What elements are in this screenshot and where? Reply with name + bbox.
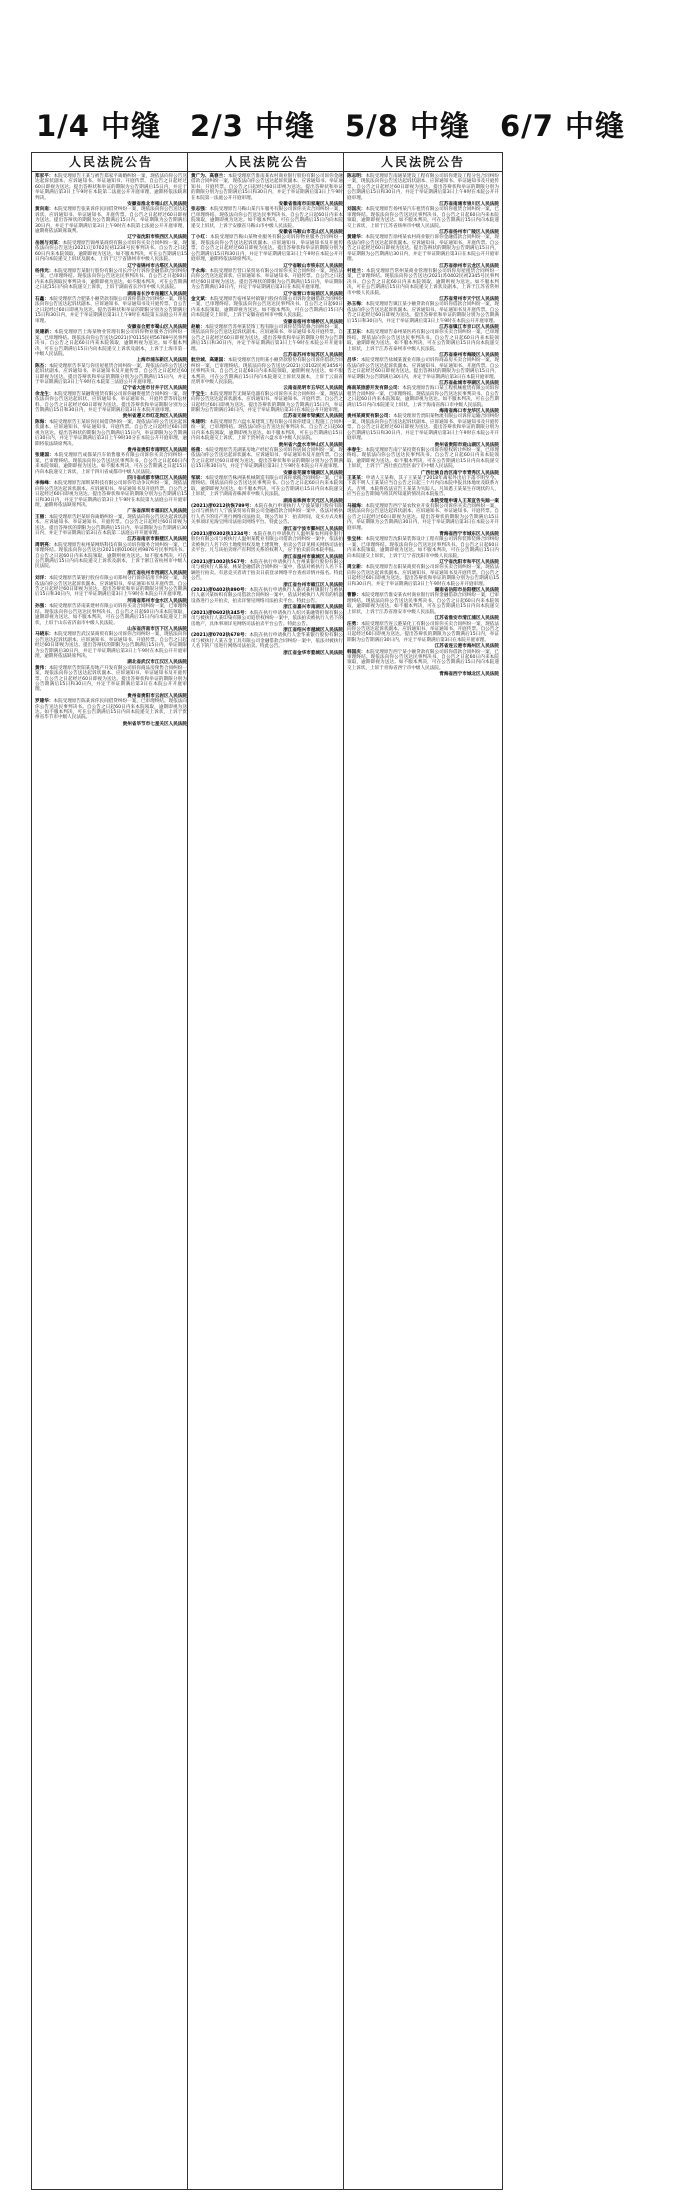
notice-entry <box>191 611 343 627</box>
party-name: 韩国庆： <box>347 649 366 655</box>
court-signature: 贵州省遵义市红花岗区人民法院 <box>122 414 187 420</box>
notice-text: 本院受理原告贵阳某物流有限公司诉你运输合同纠纷一案，现依法向你公告送达起诉状副本、应诉通知书、举证通知书及开庭传票。自公告之日起经过60日即视为送达。提出答辩状和举证的期限分别为公告期满后15日和30日内，并定于举证期满后第3日上午9时在本院公开开庭审理。 <box>347 414 499 442</box>
party-name: 杨伟光： <box>35 268 54 274</box>
court-signature: 四川省成都市锦江区人民法院 <box>127 475 187 481</box>
court-signature: 贵州省六盘水市钟山区人民法院 <box>278 442 343 448</box>
party-name: 王卫东： <box>347 330 366 336</box>
party-name: 周明亮： <box>35 542 54 548</box>
notice-entry <box>35 453 187 475</box>
notice-entry <box>35 297 187 324</box>
court-signature: 安徽省合肥市蜀山区人民法院 <box>127 324 187 330</box>
notice-entry <box>347 650 499 672</box>
notice-entry <box>191 297 343 319</box>
notice-text: 本院受理原告无锡某电器有限公司诉你买卖合同纠纷一案，现依法向你公告送达起诉状副本、应诉通知书、举证通知书、开庭传票。自公告之日起经过60日即视为送达。提出答辩状的期限为公告期满后15日内，举证期限为公告期满后30日内，并定于举证期满后第3日在本院公开开庭审理。 <box>191 391 343 414</box>
party-name: 张宝林： <box>347 537 366 543</box>
notice-entry <box>347 330 499 352</box>
party-name: 孙强： <box>35 604 49 610</box>
notice-entry <box>191 448 343 470</box>
notice-text: 本院受理原告陈某诉你民间借贷纠纷一案，已审理终结。现依法向你公告送达民事判决书。自公告之日起60日内来本院领取，逾期即视为送达。如不服本判决，可在公告期满后15日内向本院递交上诉状，上诉于贵州省毕节市中级人民法院。 <box>35 699 187 721</box>
notice-text: 本院受理原告苏州某装饰工程有限公司诉你装饰装修合同纠纷一案，现依法向你公告送达起诉状副本、应诉通知书、举证通知书及开庭传票。自公告之日起经过60日即视为送达。提出答辩状和举证的期限分别为公告期满后15日和30日内，并定于举证期满后第3日上午9时在本院公开开庭审理。 <box>191 324 343 352</box>
notice-entry <box>191 588 343 604</box>
party-name: 张建国： <box>35 453 55 459</box>
court-signature: 江苏省徐州市云龙区人民法院 <box>439 263 499 269</box>
notice-text: 本院在执行申请执行人台州某银行股份有限公司与被执行人陈某、林某金融借款合同纠纷一案中，依法对被执行人名下车辆进行拍卖。有意竞买者请于拍卖日前登录网络平台查看详情并报名。特此公告。 <box>191 560 343 582</box>
notice-text: 本院受理原告宿州某村镇银行股份有限公司诉你金融借款合同纠纷一案，已审理终结。现依法向你公告送达民事判决书。自公告之日起60日内来本院领取，逾期即视为送达。如不服本判决，可在公告期满后15日内向本院递交上诉状，上诉于安徽省宿州市中级人民法院。 <box>191 296 343 319</box>
court-signature: 湖南省长沙市岳麓区人民法院 <box>127 291 187 297</box>
court-signature: 贵州省贵阳市观山湖区人民法院 <box>434 442 499 448</box>
notice-entry <box>35 666 187 693</box>
party-name: 张志强： <box>191 207 210 213</box>
notice-entry <box>347 414 499 441</box>
court-signature: 安徽省淮北市相山区人民法院 <box>127 202 187 208</box>
court-signature: 安徽省宿州市埇桥区人民法院 <box>283 319 343 325</box>
party-name: 黄向南： <box>35 207 54 213</box>
party-name: 石鑫： <box>35 296 49 302</box>
notice-entry <box>191 235 343 262</box>
party-name: 曹静： <box>347 593 361 599</box>
notice-column-3 <box>343 152 503 2190</box>
notice-entry <box>191 560 343 582</box>
notice-entry <box>35 207 187 234</box>
party-name: 陈杰： <box>35 363 49 369</box>
court-signature: 湖南省岳阳市岳阳楼区人民法院 <box>434 588 499 594</box>
notice-entry <box>347 358 499 380</box>
party-name: 孙玉梅： <box>347 302 366 308</box>
notice-text: 本院在执行申请执行人绍兴某融资担保有限公司与被执行人某印染有限公司追偿权纠纷一案中，依法拍卖被执行人名下的房地产，具体事项详见网络司法拍卖平台公告。特此公告。 <box>191 610 343 627</box>
notice-text: 本院受理原告贵阳某房地产开发有限公司诉你商品房预售合同纠纷一案，现依法向你公告送达起诉状副本、应诉通知书、举证通知书及开庭传票。自公告之日起经过60日即视为送达。提出答辩状和举证的期限分别为公告期满后15日和30日内，并定于举证期满后第3日在本院公开开庭审理。 <box>35 665 187 693</box>
party-name: 李海峰： <box>35 481 54 487</box>
notice-entry <box>347 207 499 229</box>
court-signature: 辽宁省沈阳市铁西区人民法院 <box>127 235 187 241</box>
notice-text: 本院受理原告赵某诉你离婚纠纷一案，现依法向你公告送达起诉状副本、应诉通知书、举证通知书、开庭传票。自公告之日起经过60日即视为送达。提出答辩状的期限为公告期满后15日内，举证期限为公告期满后30日内，并定于举证期满后第3日在本院第二法庭公开开庭审理。 <box>35 514 187 536</box>
notice-entry <box>35 174 187 201</box>
party-name: 余龙生： <box>35 391 54 397</box>
notice-entry <box>35 269 187 291</box>
court-signature: 江苏省连云港市海州区人民法院 <box>434 644 499 650</box>
party-name: (2021)浙0302执1234号： <box>191 532 253 537</box>
notice-entry <box>191 325 343 352</box>
notice-text: 本院受理原告鞍山某物业服务有限公司诉你物业服务合同纠纷一案，现依法向你公告送达起诉状副本、应诉通知书、举证通知书及开庭传票。自公告之日起经过60日即视为送达。提出答辩状和举证的期限分别为公告期满后15日和30日内，并定于举证期满后第3日上午9时在本院公开开庭审理，逾期将依法缺席判决。 <box>191 235 343 263</box>
notice-text: 本院受理原告某银行股份有限公司长沙分行诉你金融借款合同纠纷一案，已审理终结。现依法向你公告送达民事判决书。自公告之日起60日内来本院领取民事判决书，逾期即视为送达。如不服本判决，可在公告期满之日起15日内向本院递交上诉状，上诉于湖南省长沙市中级人民法院。 <box>35 268 187 291</box>
notice-text: 本院受理原告南宁某投资有限公司诉你股权转让纠纷一案，已审理终结。现依法向你公告送达民事判决书。自公告之日起60日内来本院领取，逾期即视为送达。如不服本判决，可在公告期满后15日内向本院递交上诉状，上诉于广西壮族自治区南宁市中级人民法院。 <box>347 447 499 470</box>
court-signature: 广西壮族自治区南宁市青秀区人民法院 <box>420 470 499 476</box>
notice-text: 本院受理原告淮南某农村商业银行股份有限公司诉你金融借款合同纠纷一案，现依法向你公告送达起诉状副本、应诉通知书、举证通知书、开庭传票。自公告之日起经过60日即视为送达。提出答辩状和举证的期限分别为公告期满后15日和30日内，并定于举证期满后第3日上午9时在本院第一法庭公开开庭审理。 <box>191 174 343 201</box>
party-name: 陈志明： <box>347 174 366 179</box>
notice-entry <box>191 633 343 649</box>
notice-text: 本院受理原告王某诉你民间借贷纠纷一案，现依法向你公告送达起诉状副本、应诉通知书、举证通知书、开庭传票。自公告之日起经过60日即视为送达。提出答辩状的期限为公告期满后15日内，举证期限为公告期满后30日内，并定于举证期满后第3日上午9时30分在本院公开开庭审理，逾期将依法缺席判决。 <box>35 419 187 447</box>
party-name: 李春生： <box>347 447 366 453</box>
notice-text: 本院受理原告岳阳某商贸有限公司诉你买卖合同纠纷一案，现依法向你公告送达起诉状副本、应诉通知书、举证通知书及开庭传票。自公告之日起经过60日即视为送达。提出答辩状和举证的期限分别为公告期满后15日和30日内，并定于举证期满后第3日上午9时在本院公开开庭审理。 <box>347 565 499 587</box>
notice-text: 本院在执行申请执行人温州某农村商业银行股份有限公司与被执行人温州某鞋业有限公司借款合同纠纷一案中，依法拍卖被执行人名下的土地使用权及地上建筑物，拍卖公告详见相关网络司法拍卖平台。凡与该拍卖财产有利害关系的权利人，应于拍卖前向本院申报。 <box>191 532 343 554</box>
notice-text: 本院受理原告某融资租赁有限公司诉你融资租赁合同纠纷一案，现依法向你公告送达起诉状、应诉通知书、举证通知书、开庭传票等诉讼材料。自公告之日起经过60日即视为送达。提出答辩状和举证期限分别为公告期满后15日和30日内，并定于举证期满后第3日在本院开庭审理。 <box>35 391 187 414</box>
notice-text: 本院受理原告济南某建材有限公司诉你买卖合同纠纷一案，已审理终结。现依法向你公告送达民事判决书。自公告之日起60日内来本院领取，逾期即视为送达。如不服本判决，可在公告期满后15日内向本院递交上诉状，上诉于山东省济南市中级人民法院。 <box>35 604 187 626</box>
court-signature: 青海省西宁市城东区人民法院 <box>439 532 499 537</box>
notice-entry <box>347 302 499 324</box>
notice-entry <box>347 622 499 644</box>
notice-text: 本院在执行申请执行人嘉兴某村镇银行与被执行人嘉兴某纺织有限公司借款合同纠纷一案中，依法对被执行人所有的机器设备进行公开拍卖，拍卖详情见网络司法拍卖平台。特此公告。 <box>191 588 343 604</box>
notice-entry <box>35 420 187 447</box>
notice-text: 本院受理原告六盘水某建筑工程有限公司诉你建设工程施工合同纠纷一案，已审理终结。现依法向你公告送达民事判决书。自公告之日起60日内来本院领取，逾期即视为送达。如不服本判决，可在公告期满后15日内向本院递交上诉状，上诉于贵州省六盘水市中级人民法院。 <box>191 419 343 442</box>
court-signature: 安徽省马鞍山市花山区人民法院 <box>278 230 343 236</box>
party-name: 刘国庆： <box>347 207 366 213</box>
court-signature: 安徽省淮南市田家庵区人民法院 <box>278 202 343 208</box>
court-signature: 浙江省杭州市西湖区人民法院 <box>127 570 187 576</box>
party-name: 黄建华： <box>347 235 366 241</box>
notice-entry <box>35 515 187 537</box>
notice-entry <box>347 448 499 470</box>
notice-text: 本院受理原告芜湖某房地产经纪有限公司诉你居间合同纠纷一案，现依法向你公告送达起诉状副本、应诉通知书、举证通知书及开庭传票。自公告之日起经过60日即视为送达。提出答辩状和举证的期限分别为公告期满后15日和30日内，并定于举证期满后第3日上午9时在本院公开开庭审理。 <box>191 447 343 470</box>
notice-text: 本院受理原告王某与被告郑家平离婚纠纷一案，现依法向你公告送达起诉状副本、应诉通知书、举证通知书、开庭传票。自公告之日起经过60日即视为送达。提出答辩状和举证的期限为公告期满后15日内，并定于举证期满后第3日上午9时在本院第二法庭公开开庭审理，逾期将依法缺席判决。 <box>35 174 187 201</box>
notice-text: 本院受理原告扬州某汽车租赁有限公司诉你租赁合同纠纷一案，已审理终结。现依法向你公告送达民事判决书。自公告之日起60日内来本院领取，逾期即视为送达。如不服本判决，可在公告期满后15日内向本院递交上诉状，上诉于江苏省扬州市中级人民法院。 <box>347 207 499 229</box>
notice-text: 本院受理原告武汉某商贸有限公司诉你合同纠纷一案，现依法向你公告送达起诉状副本、应诉通知书、举证通知书、开庭传票。自公告之日起经过60日即视为送达。提出答辩状的期限为公告期满后15日内，举证期限为公告期满后30日内，并定于举证期满后第3日上午9时在本院公开开庭审理，逾期将依法缺席判决。 <box>35 632 187 659</box>
court-signature: 上海市浦东新区人民法院 <box>136 358 187 364</box>
court-signature: 浙江省嘉兴市南湖区人民法院 <box>283 605 343 611</box>
party-name: 金文斌： <box>191 296 210 302</box>
notice-text: 本院受理原告张某诉你民间借贷纠纷一案，现依法向你公告送达起诉状、应诉通知书、举证通知书、开庭传票。自公告之日起经过60日即视为送达。提出答辩状的期限为公告期满后15日内，举证期限为公告期满后30日内，并定于举证期满后第3日上午9时在本院第七法庭公开开庭审理，逾期将依法缺席裁判。 <box>35 207 187 235</box>
party-name: 朱建明： <box>191 419 210 425</box>
notice-text: 本院受理原告海口某工程机械租赁有限公司诉你租赁合同纠纷一案，已审理终结。现依法向你公告送达民事判决书。自公告之日起60日内来本院领取，逾期即视为送达。如不服本判决，可在公告期满后15日内向本院递交上诉状，上诉于海南省海口市中级人民法院。 <box>347 386 499 408</box>
court-signature: 湖南省株洲市天元区人民法院 <box>283 498 343 504</box>
notice-text: 本院受理原告镇江某小额贷款有限公司诉你借款合同纠纷一案，现依法向你公告送达起诉状副本、应诉通知书、举证通知书及开庭传票。自公告之日起经过60日即视为送达。提出答辩状和举证的期限分别为公告期满后15日和30日内，并定于举证期满后第3日上午9时在本院公开开庭审理。 <box>347 302 499 324</box>
tab-2-3[interactable]: 2/3 中缝 <box>190 109 316 143</box>
notice-entry <box>347 565 499 587</box>
court-signature: 青海省西宁市城北区人民法院 <box>439 672 499 678</box>
notice-text: 本院受理原告马鞍山某汽车服务有限公司诉你买卖合同纠纷一案，已审理终结。现依法向你公告送达民事判决书。自公告之日起60日内来本院领取，逾期即视为送达。如不服本判决，可在公告期满后15日内向本院递交上诉状，上诉于安徽省马鞍山市中级人民法院。 <box>191 207 343 229</box>
page-header <box>0 0 688 145</box>
party-name: 汪勇： <box>347 621 361 627</box>
notice-text: 本院受理原告深圳某科技有限公司诉你劳动争议纠纷一案，现依法向你公告送达起诉状副本、应诉通知书、举证通知书及开庭传票。自公告之日起经过60日即视为送达。提出答辩状和举证的期限分别为公告期满后15日和30日内，并定于举证期满后第3日上午9时在本院第九法庭公开开庭审理，逾期将依法缺席判决。 <box>35 481 187 508</box>
notice-entry <box>347 593 499 615</box>
notice-text: 本院受理原告泰州某医药有限公司诉你买卖合同纠纷一案，已审理终结。现依法向你公告送达民事判决书。自公告之日起60日内来本院领取，逾期即视为送达。如不服本判决，可在公告期满后15日内向本院递交上诉状，上诉于江苏省泰州市中级人民法院。 <box>347 330 499 352</box>
party-name: 黄伟： <box>35 665 49 671</box>
tab-5-8[interactable]: 5/8 中缝 <box>345 109 471 143</box>
notice-text: 本院受理原告某银行股份有限公司郑州分行诉你信用卡纠纷一案，现依法向你公告送达起诉状副本、应诉通知书、举证通知书及开庭传票。自公告之日起经过60日即视为送达。提出答辩状和举证的期限分别为公告期满后15日和30日内，并定于举证期满后第3日上午9时在本院公开开庭审理。 <box>35 576 187 598</box>
notice-entry <box>347 476 499 498</box>
party-name: (2021)浙0702执678号： <box>191 633 250 639</box>
notice-entry <box>35 543 187 570</box>
party-name: 吕华： <box>347 358 361 364</box>
notice-entry <box>191 392 343 414</box>
court-signature: 辽宁省沈阳市和平区人民法院 <box>439 560 499 566</box>
court-signature: 辽宁省大连市甘井子区人民法院 <box>122 386 187 392</box>
tab-1-4[interactable]: 1/4 中缝 <box>36 109 162 143</box>
party-name: 丁小红： <box>191 235 211 241</box>
party-name: 杨燕： <box>191 447 205 453</box>
notice-entry <box>191 476 343 498</box>
party-name: 岳刚与刘某： <box>35 240 63 246</box>
party-name: 黄广为、高春兰： <box>191 174 228 179</box>
notice-entry <box>35 241 187 263</box>
court-signature: 云南省昆明市五华区人民法院 <box>283 386 343 392</box>
notice-entry <box>347 537 499 559</box>
party-name: 于宝生： <box>191 391 210 397</box>
notice-list <box>344 172 502 2190</box>
notice-entry <box>35 392 187 414</box>
notice-entry <box>35 632 187 659</box>
notice-text: 本院受理原告西宁某小额贷款有限公司诉你借款合同纠纷一案，已审理终结。现依法向你公告送达民事判决书。自公告之日起60日内来本院领取，逾期即视为送达。如不服本判决，可在公告期满后15日内向本院递交上诉状，上诉于青海省西宁市中级人民法院。 <box>347 649 499 671</box>
party-name: 邹斌： <box>191 475 205 481</box>
court-signature: 江苏省泰州市海陵区人民法院 <box>439 353 499 358</box>
notice-text: 本院受理原告锦州某商贸有限公司诉你买卖合同纠纷一案，现依法向你公告送达(2021)辽0702民初1234号民事判决书。自公告之日起60日内来本院领取，逾期即视为送达。如不服本判决，可在公告期满后15日内向本院递交上诉状及副本，上诉于辽宁省锦州市中级人民法院。 <box>35 240 187 263</box>
party-name: 郑家平： <box>35 174 54 179</box>
party-name: 王某某： <box>347 475 366 481</box>
court-signature: 浙江省温州市鹿城区人民法院 <box>283 554 343 560</box>
party-name: 吴建新： <box>35 330 55 336</box>
notice-text: 本院受理原告昆明某小额贷款股份有限公司诉你借款合同纠纷一案，已审理终结。现依法向你公告送达(2021)云0102民初3456号民事判决书。自公告之日起60日内来本院领取，逾期则视为送达。如不服本判决，可在公告期满后15日内向本院递交上诉状及副本，上诉于云南省昆明市中级人民法院。 <box>191 358 343 386</box>
party-name: 贵州某商贸有限公司： <box>347 414 394 420</box>
court-signature: 贵州省贵阳市南明区人民法院 <box>127 447 187 453</box>
notice-entry <box>191 174 343 201</box>
party-name: (2021)浙0212执恢789号： <box>191 503 255 509</box>
notice-entry <box>191 358 343 385</box>
notice-entry <box>35 699 187 721</box>
court-signature: 浙江省宁波市鄞州区人民法院 <box>283 526 343 532</box>
court-signature: 江苏省扬州市广陵区人民法院 <box>439 230 499 236</box>
notice-text: 本院受理原告成都某汽车销售服务有限公司诉你买卖合同纠纷一案，已审理终结。现依法向你公告送达民事判决书。自公告之日起60日内来本院领取，逾期即视为送达。如不服本判决，可在公告期满之日起15日内向本院递交上诉状，上诉于四川省成都市中级人民法院。 <box>35 453 187 475</box>
notice-text: 申请人王某称，其子王某某于2018年离家外出后下落不明至今。下落不明人王某某应当自公告之日起三个月内向本院申报具体地址及联系方式。否则，本院将依法宣告王某某为失踪人。凡知悉王某某生存现状的人，应当在公告期间内将其所知道的情况向本院报告。 <box>347 475 499 498</box>
notice-entry <box>35 330 187 357</box>
notice-text: 本院受理原告徐州某农村商业银行诉你金融借款合同纠纷一案，现依法向你公告送达起诉状副本、应诉通知书、举证通知书、开庭传票。自公告之日起经过60日即视为送达。提出答辩状的期限为公告期满后15日内，举证期限为公告期满后30日内，并定于举证期满后第3日在本院公开开庭审理。 <box>347 235 499 263</box>
court-signature: 辽宁省鞍山市铁东区人民法院 <box>283 263 343 269</box>
notice-list <box>32 172 190 2190</box>
notice-entry <box>191 420 343 442</box>
notice-text: 本院受理原告李某与你房屋租赁合同纠纷一案，现依法向你公告送达起诉状副本、应诉通知书、举证通知书及开庭传票。自公告之日起经过60日即视为送达。提出答辩状和举证的期限分别为公告期满后15日内，并定于举证期满后第3日上午9时在本院第三法庭公开开庭审理。 <box>35 363 187 386</box>
notice-entry <box>191 532 343 554</box>
party-name: 陈海： <box>35 419 49 425</box>
party-name: 村桂兰： <box>347 268 367 274</box>
court-signature: 海南省海口市龙华区人民法院 <box>439 409 499 415</box>
party-name: 航空城、高建国： <box>191 358 228 364</box>
notice-column-2 <box>187 152 347 2190</box>
court-signature: 江苏省淮安市清江浦区人民法院 <box>434 616 499 622</box>
notice-entry <box>347 386 499 408</box>
notice-entry <box>35 576 187 598</box>
notice-column-1 <box>31 152 191 2190</box>
court-signature: 江苏省南京市鼓楼区人民法院 <box>127 537 187 543</box>
court-signature: 江苏省镇江市京口区人民法院 <box>439 324 499 330</box>
notice-text: 本院受理原告盐城某置业有限公司诉你商品房买卖合同纠纷一案，现依法向你公告送达起诉状副本、应诉通知书、举证通知书、开庭传票。自公告之日起经过60日即视为送达。提出答辩状的期限为公告期满后15日内，举证期限为公告期满后30日内，并定于举证期满后第3日在本院开庭审理。 <box>347 358 499 380</box>
court-signature: 河南省郑州市金水区人民法院 <box>127 598 187 604</box>
notice-text: 本院受理原告株洲某机械制造有限公司诉你承揽合同纠纷一案，已审理终结。现依法向你公告送达民事判决书。自公告之日起60日内来本院领取，逾期即视为送达。如不服本判决，可在公告期满后15日内向本院递交上诉状，上诉于湖南省株洲市中级人民法院。 <box>191 475 343 498</box>
party-name: 刘洋： <box>35 576 49 582</box>
notice-text: 本院受理原告常州某商业管理有限公司诉你房屋租赁合同纠纷一案，已审理终结。现依法向你公告送达(2021)苏0402民初2345号民事判决书。自公告之日起60日内来本院领取，逾期则视为送达。如不服本判决，可在公告期满后15日内向本院递交上诉状及副本，上诉于江苏省常州市中级人民法院。 <box>347 268 499 296</box>
court-signature: 浙江省绍兴市越城区人民法院 <box>283 627 343 633</box>
party-name: (2021)浙1002执567号： <box>191 560 250 566</box>
notice-text: 本院在执行申请执行人金华某银行股份有限公司与被执行人某五金工具有限公司金融借款合同纠纷一案中，依法对被执行人名下的厂房进行网络司法拍卖。特此公告。 <box>191 633 343 650</box>
party-name: 于永海： <box>191 268 210 274</box>
notice-entry <box>35 481 187 508</box>
column-title: 人民法院公告 <box>344 153 502 172</box>
court-signature: 江苏省盐城市亭湖区人民法院 <box>439 381 499 387</box>
party-name: (2021)浙0602执345号： <box>191 610 250 616</box>
notice-entry <box>35 604 187 626</box>
notice-text: 本院受理原告连云港某化工有限公司诉你买卖合同纠纷一案，现依法向你公告送达起诉状副本、应诉通知书、举证通知书、开庭传票。自公告之日起经过60日即视为送达。提出答辩状的期限为公告期满后15日内，举证期限为公告期满后30日内，并定于举证期满后第3日在本院开庭审理。 <box>347 621 499 643</box>
notice-entry <box>35 364 187 386</box>
party-name: 罗建华： <box>35 699 54 705</box>
court-signature: 江苏省苏州市姑苏区人民法院 <box>283 353 343 358</box>
notice-text: 本院在执行申请执行人宁波某银行股份有限公司与被执行人宁波某贸易有限公司金融借款合同纠纷一案中，依法对被执行人名下的房产进行网络司法拍卖，现公告如下：拍卖时间、竞买方式及相关事项详见淘宝网司法拍卖网络平台。特此公告。 <box>191 503 343 526</box>
notice-entry <box>191 504 343 526</box>
notice-list <box>188 172 346 2190</box>
column-title: 人民法院公告 <box>32 153 190 172</box>
court-signature: 浙江省台州市椒江区人民法院 <box>283 582 343 588</box>
court-signature: 山东省济南市历下区人民法院 <box>127 626 187 632</box>
notice-text: 本院受理原告上海某物业管理有限公司诉你物业服务合同纠纷一案，已审理终结。现依法向你公告送达(2021)沪0115民初56789号民事判决书。自公告之日起60日内来本院领取，逾期则视为送达。如不服本判决，可在公告期满后15日内向本院递交上诉状及副本，上诉于上海市第一中级人民法院。 <box>35 330 187 357</box>
court-signature: 浙江省金华市婺城区人民法院 <box>283 650 343 656</box>
notice-entry <box>347 174 499 201</box>
notice-text: 本院受理原告沈阳某装饰设计工程有限公司诉你装饰装修合同纠纷一案，已审理终结。现依法向你公告送达民事判决书。自公告之日起60日内来本院领取，逾期即视为送达。如不服本判决，可在公告期满后15日内向本院递交上诉状，上诉于辽宁省沈阳市中级人民法院。 <box>347 537 499 559</box>
tab-6-7[interactable]: 6/7 中缝 <box>500 109 626 143</box>
court-signature: 江苏省无锡市梁溪区人民法院 <box>283 414 343 420</box>
notice-entry <box>191 269 343 291</box>
notice-entry <box>347 235 499 262</box>
court-signature: 江苏省南通市崇川区人民法院 <box>439 202 499 208</box>
notice-text: 本院受理原告杭州某网络科技有限公司诉你服务合同纠纷一案，已审理终结。现依法向你公告送达(2021)浙0106民初9876号民事判决书。自公告之日起60日内来本院领取，逾期则视为送达。如不服本判决，可在公告期满后15日内向本院递交上诉状及副本，上诉于浙江省杭州市中级人民法院。 <box>35 542 187 570</box>
party-name: 马晓东： <box>35 632 54 638</box>
notice-entry <box>347 504 499 531</box>
notice-text: 本院受理原告西宁某农牧业开发有限公司诉你买卖合同纠纷一案，现依法向你公告送达起诉状副本、应诉通知书、举证通知书、开庭传票。自公告之日起经过60日即视为送达。提出答辩状的期限为公告期满后15日内，举证期限为公告期满后30日内，并定于举证期满后第3日在本院公开开庭审理。 <box>347 503 499 531</box>
court-signature: 辽宁省锦州市古塔区人民法院 <box>127 263 187 269</box>
notice-entry <box>347 269 499 296</box>
notice-text: 本院受理原告营口某贸易有限公司诉你买卖合同纠纷一案，现依法向你公告送达起诉状、应诉通知书、举证通知书、开庭传票。自公告之日起经过60日即视为送达。提出答辩状的期限为公告期满后15日内，举证期限为公告期满后30日内，并定于举证期满后第3日在本院开庭审理。 <box>191 268 343 291</box>
court-signature: 湖北省武汉市江汉区人民法院 <box>127 660 187 666</box>
court-signature: 安徽省芜湖市镜湖区人民法院 <box>283 470 343 476</box>
court-signature: 江苏省常州市天宁区人民法院 <box>439 296 499 302</box>
court-signature: 广东省深圳市福田区人民法院 <box>127 509 187 515</box>
court-signature: 本院受理申请人王某宣告失踪一案 <box>430 498 499 504</box>
notice-text: 本院受理原告合肥某小额贷款有限公司诉你借款合同纠纷一案，现依法向你公告送达起诉状副本、应诉通知书、举证通知书及开庭传票。自公告之日起经过60日即视为送达。提出答辩状和举证的期限分别为公告期满后15日和30日内，并定于举证期满后第3日上午9时在本院第五法庭公开开庭审理。 <box>35 296 187 324</box>
column-title: 人民法院公告 <box>188 153 346 172</box>
party-name: 王丽： <box>35 514 49 520</box>
party-name: 周立新： <box>347 565 366 571</box>
court-signature: 贵州省毕节市七星关区人民法院 <box>122 721 187 727</box>
party-name: 赵敏： <box>191 324 205 330</box>
party-name: (2021)浙0402执890号： <box>191 588 250 594</box>
notice-text: 本院受理原告南通某建设工程有限公司诉你建设工程分包合同纠纷一案，现依法向你公告送达起诉状副本、应诉通知书、举证通知书及开庭传票。自公告之日起经过60日即视为送达。提出答辩状和举证的期限分别为公告期满后15日和30日内，并定于举证期满后第3日上午9时在本院公开开庭审理。 <box>347 174 499 201</box>
party-name: 海南某旅游开发有限公司： <box>347 386 403 392</box>
court-signature: 贵州省贵阳市云岩区人民法院 <box>127 693 187 699</box>
notice-text: 本院受理原告淮安某农村商业银行诉你金融借款合同纠纷一案，已审理终结。现依法向你公告送达民事判决书。自公告之日起60日内来本院领取，逾期即视为送达。如不服本判决，可在公告期满后15日内向本院递交上诉状，上诉于江苏省淮安市中级人民法院。 <box>347 593 499 615</box>
notice-entry <box>191 207 343 229</box>
court-signature: 辽宁省营口市站前区人民法院 <box>283 291 343 297</box>
party-name: 马福海： <box>347 503 366 509</box>
